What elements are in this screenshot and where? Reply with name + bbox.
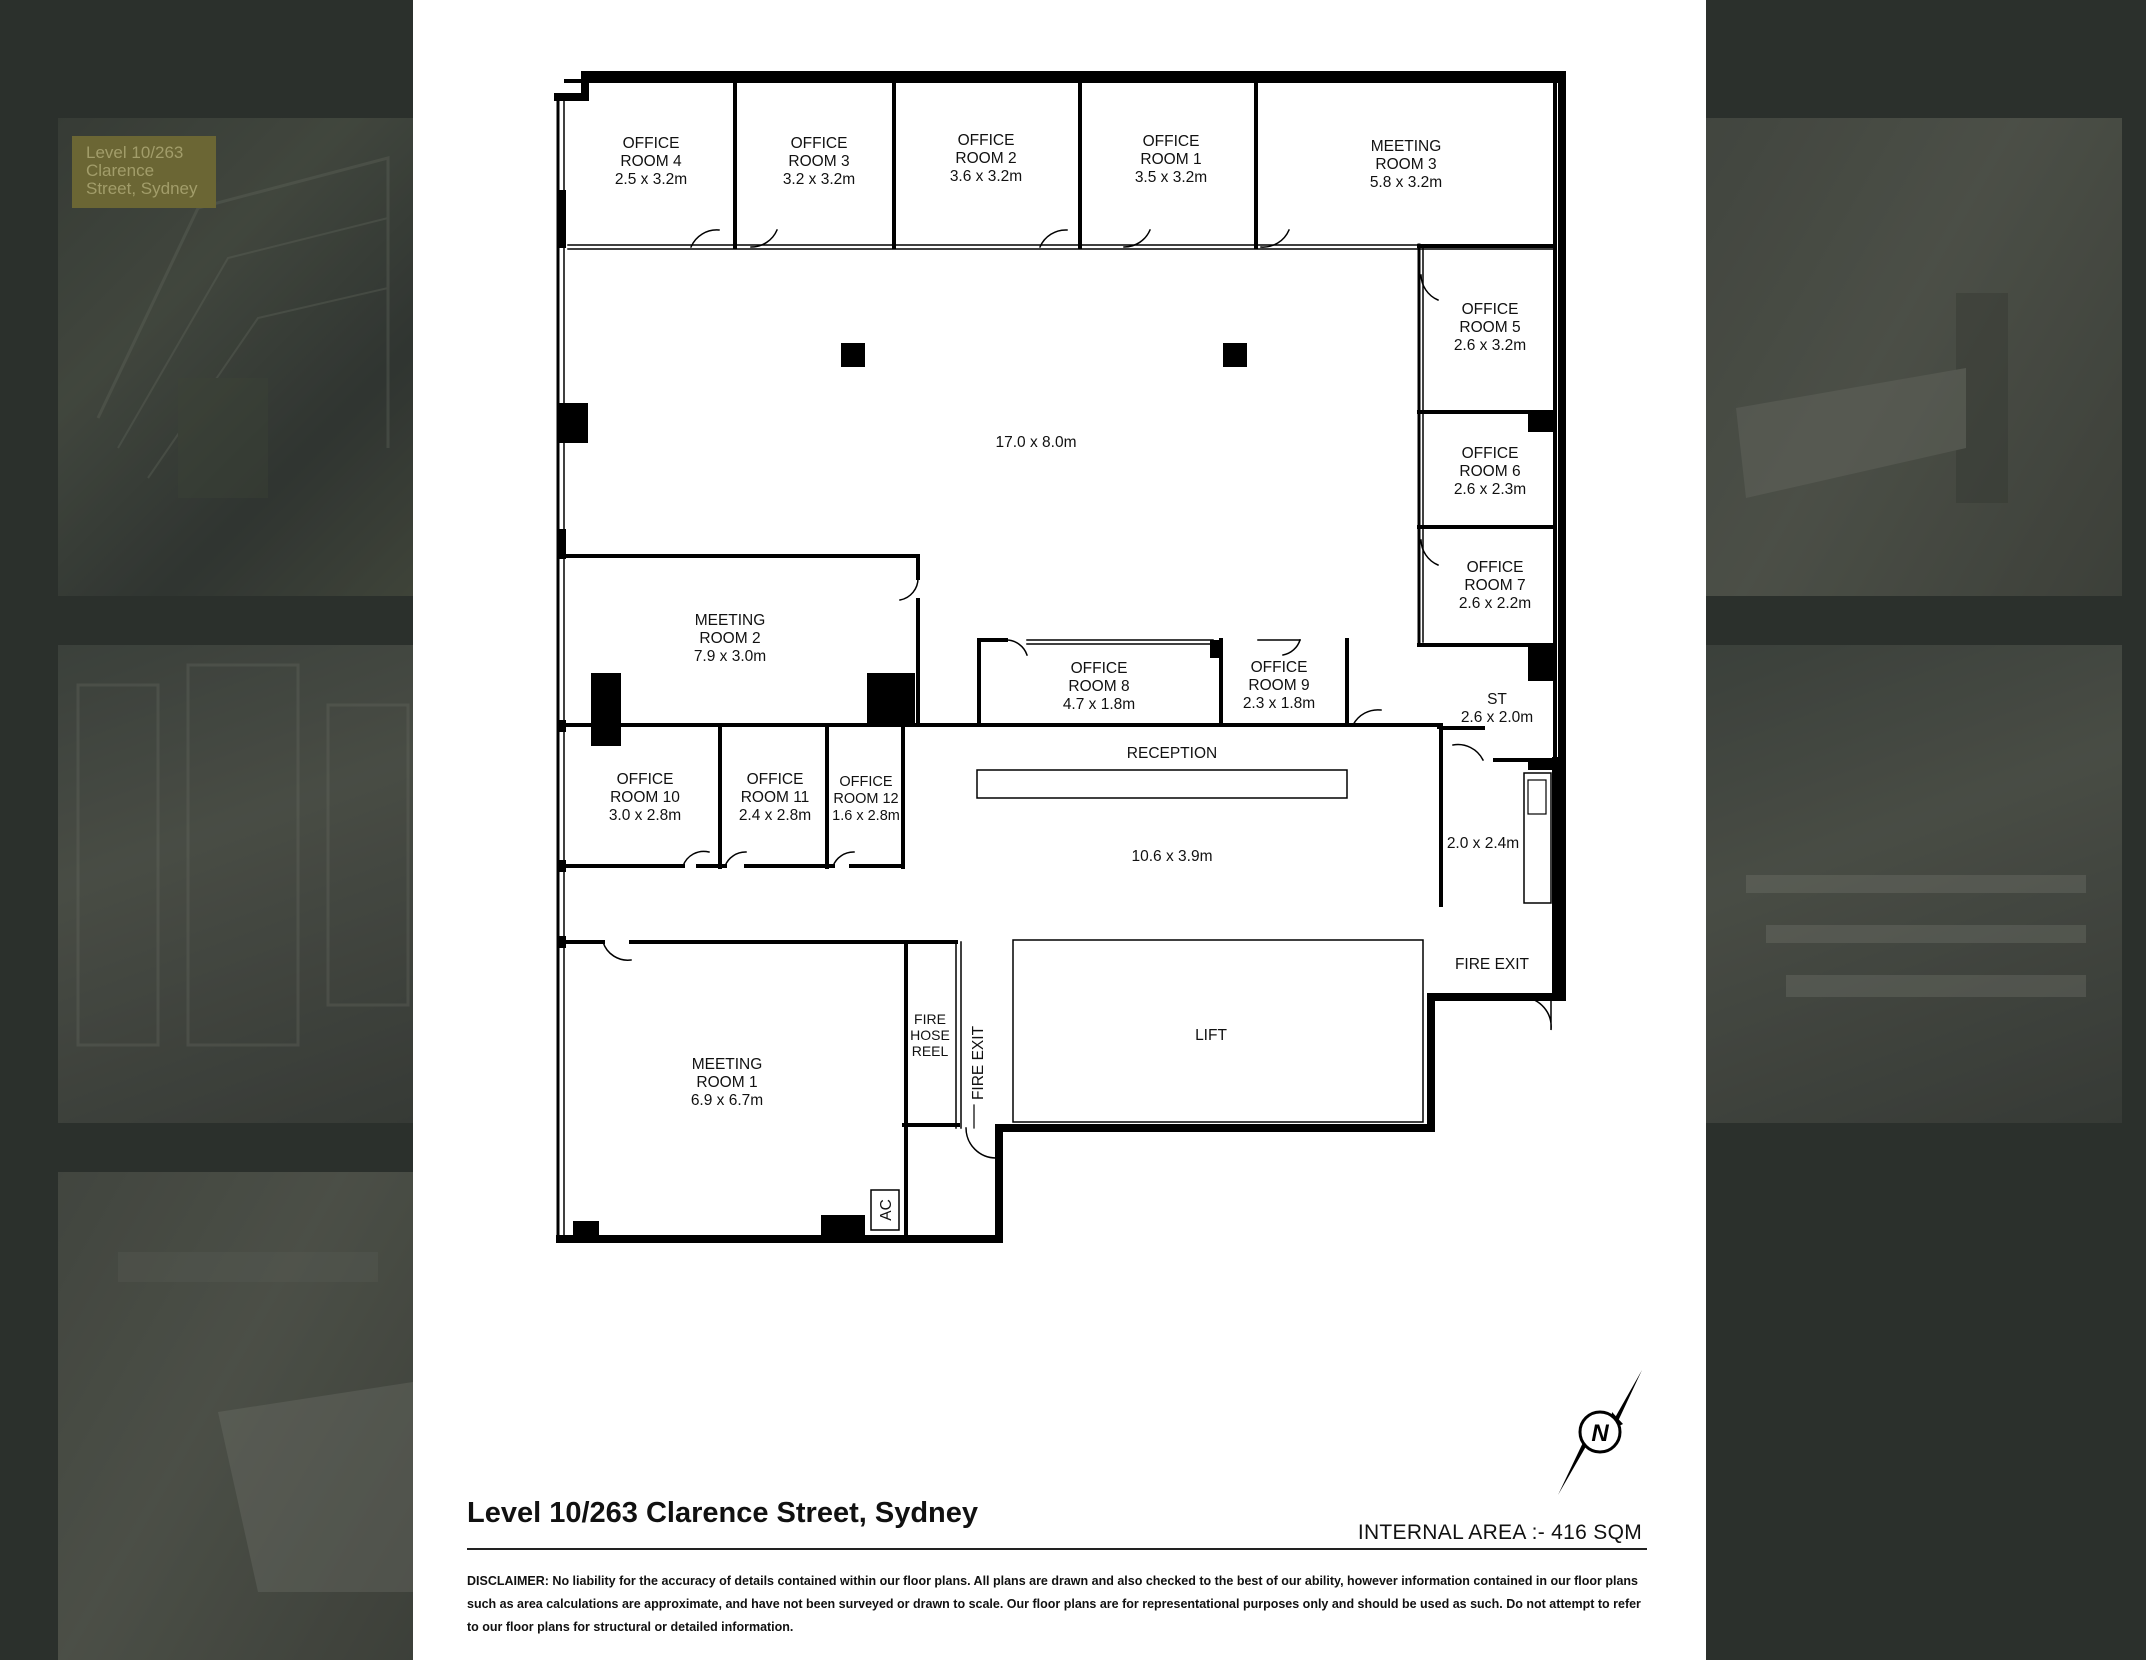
office-room-7-dimensions: 2.6 x 2.2m [1458, 595, 1532, 612]
office-room-12-number: ROOM 12 [833, 791, 899, 807]
reception-dimensions: 10.6 x 3.9m [1131, 848, 1213, 865]
meeting-room-1-dimensions: 6.9 x 6.7m [690, 1092, 764, 1109]
office-room-10-number: ROOM 10 [610, 789, 680, 806]
office-room-9-dimensions: 2.3 x 1.8m [1242, 695, 1316, 712]
office-room-5-dimensions: 2.6 x 3.2m [1453, 337, 1527, 354]
office-room-3-number: ROOM 3 [788, 153, 850, 170]
meeting-room-1-label: MEETING [691, 1056, 763, 1073]
office-room-9-number: ROOM 9 [1248, 677, 1310, 694]
meeting-room-2-dimensions: 7.9 x 3.0m [693, 648, 767, 665]
office-room-6-label: OFFICE [1461, 445, 1519, 462]
office-room-6-number: ROOM 6 [1459, 463, 1521, 480]
gallery-photo-office-window[interactable] [58, 645, 413, 1123]
meeting-room-1-number: ROOM 1 [696, 1074, 758, 1091]
office-room-8-number: ROOM 8 [1068, 678, 1130, 695]
office-room-8-dimensions: 4.7 x 1.8m [1062, 696, 1136, 713]
office-room-4-dimensions: 2.5 x 3.2m [614, 171, 688, 188]
office-room-1-dimensions: 3.5 x 3.2m [1134, 169, 1208, 186]
office-room-12-label: OFFICE [839, 774, 893, 790]
disclaimer-body: No liability for the accuracy of details contained within our floor plans. All plans are drawn and also checked to the best of our ability, however information contained in our floor plans such as area calculations are approximate, and have not been surveyed or drawn to scale. Our floor plans are for representational purposes only and should be used as such. Do not attempt to refer to our floor plans for structural or detailed information. [467, 1574, 1641, 1634]
title-divider [467, 1548, 1647, 1550]
kitchen-dimensions: 2.0 x 2.4m [1446, 835, 1520, 852]
fire-exit-stair-label: FIRE EXIT [970, 1025, 987, 1101]
office-room-7-label: OFFICE [1466, 559, 1524, 576]
meeting-room-2-number: ROOM 2 [699, 630, 761, 647]
office-room-6-dimensions: 2.6 x 2.3m [1453, 481, 1527, 498]
meeting-room-2-label: MEETING [694, 612, 766, 629]
gallery-photo-reception[interactable] [1706, 118, 2122, 596]
gallery-photo-training-room[interactable] [1706, 645, 2122, 1123]
meeting-room-3-number: ROOM 3 [1375, 156, 1437, 173]
office-room-10-dimensions: 3.0 x 2.8m [608, 807, 682, 824]
fire-hose-reel-label-line2: HOSE [910, 1027, 950, 1043]
office-room-10-label: OFFICE [616, 771, 674, 788]
office-room-3-label: OFFICE [790, 135, 848, 152]
ac-label: AC [878, 1199, 895, 1221]
office-room-2-number: ROOM 2 [955, 150, 1017, 167]
lift-label: LIFT [1195, 1027, 1227, 1044]
office-room-5-label: OFFICE [1461, 301, 1519, 318]
fire-hose-reel-label-line3: REEL [911, 1043, 949, 1059]
office-room-11-number: ROOM 11 [740, 789, 810, 806]
office-room-7-number: ROOM 7 [1464, 577, 1526, 594]
meeting-room-3-dimensions: 5.8 x 3.2m [1369, 174, 1443, 191]
office-room-1-number: ROOM 1 [1140, 151, 1202, 168]
fire-hose-reel-label: FIRE [914, 1011, 946, 1027]
meeting-room-3-label: MEETING [1370, 138, 1442, 155]
office-room-11-label: OFFICE [746, 771, 804, 788]
property-address-title: Level 10/263 Clarence Street, Sydney [467, 1497, 979, 1529]
floor-plan-drawing [413, 0, 1706, 1420]
office-room-4-label: OFFICE [622, 135, 680, 152]
disclaimer-label: DISCLAIMER: [467, 1574, 549, 1588]
disclaimer-text [467, 1570, 1647, 1639]
storage-dimensions: 2.6 x 2.0m [1460, 709, 1534, 726]
office-room-4-number: ROOM 4 [620, 153, 682, 170]
office-room-9-label: OFFICE [1250, 659, 1308, 676]
office-room-1-label: OFFICE [1142, 133, 1200, 150]
compass-north-letter: N [1591, 1420, 1609, 1447]
office-room-8-label: OFFICE [1070, 660, 1128, 677]
gallery-photo-boardroom[interactable] [58, 1172, 413, 1660]
floor-plan-sheet [413, 0, 1706, 1660]
office-room-2-dimensions: 3.6 x 3.2m [949, 168, 1023, 185]
internal-area-label: INTERNAL AREA :- 416 SQM [1357, 1521, 1642, 1544]
office-room-5-number: ROOM 5 [1459, 319, 1521, 336]
storage-label: ST [1487, 691, 1507, 708]
office-room-12-dimensions: 1.6 x 2.8m [832, 808, 900, 824]
office-room-11-dimensions: 2.4 x 2.8m [738, 807, 812, 824]
north-compass-icon [1550, 1370, 1650, 1495]
office-room-2-label: OFFICE [957, 132, 1015, 149]
reception-label: RECEPTION [1126, 745, 1218, 762]
office-room-3-dimensions: 3.2 x 3.2m [782, 171, 856, 188]
open-plan-dimensions: 17.0 x 8.0m [995, 434, 1077, 451]
address-badge: Level 10/263 Clarence Street, Sydney [72, 136, 216, 208]
fire-exit-label: FIRE EXIT [1454, 956, 1530, 973]
